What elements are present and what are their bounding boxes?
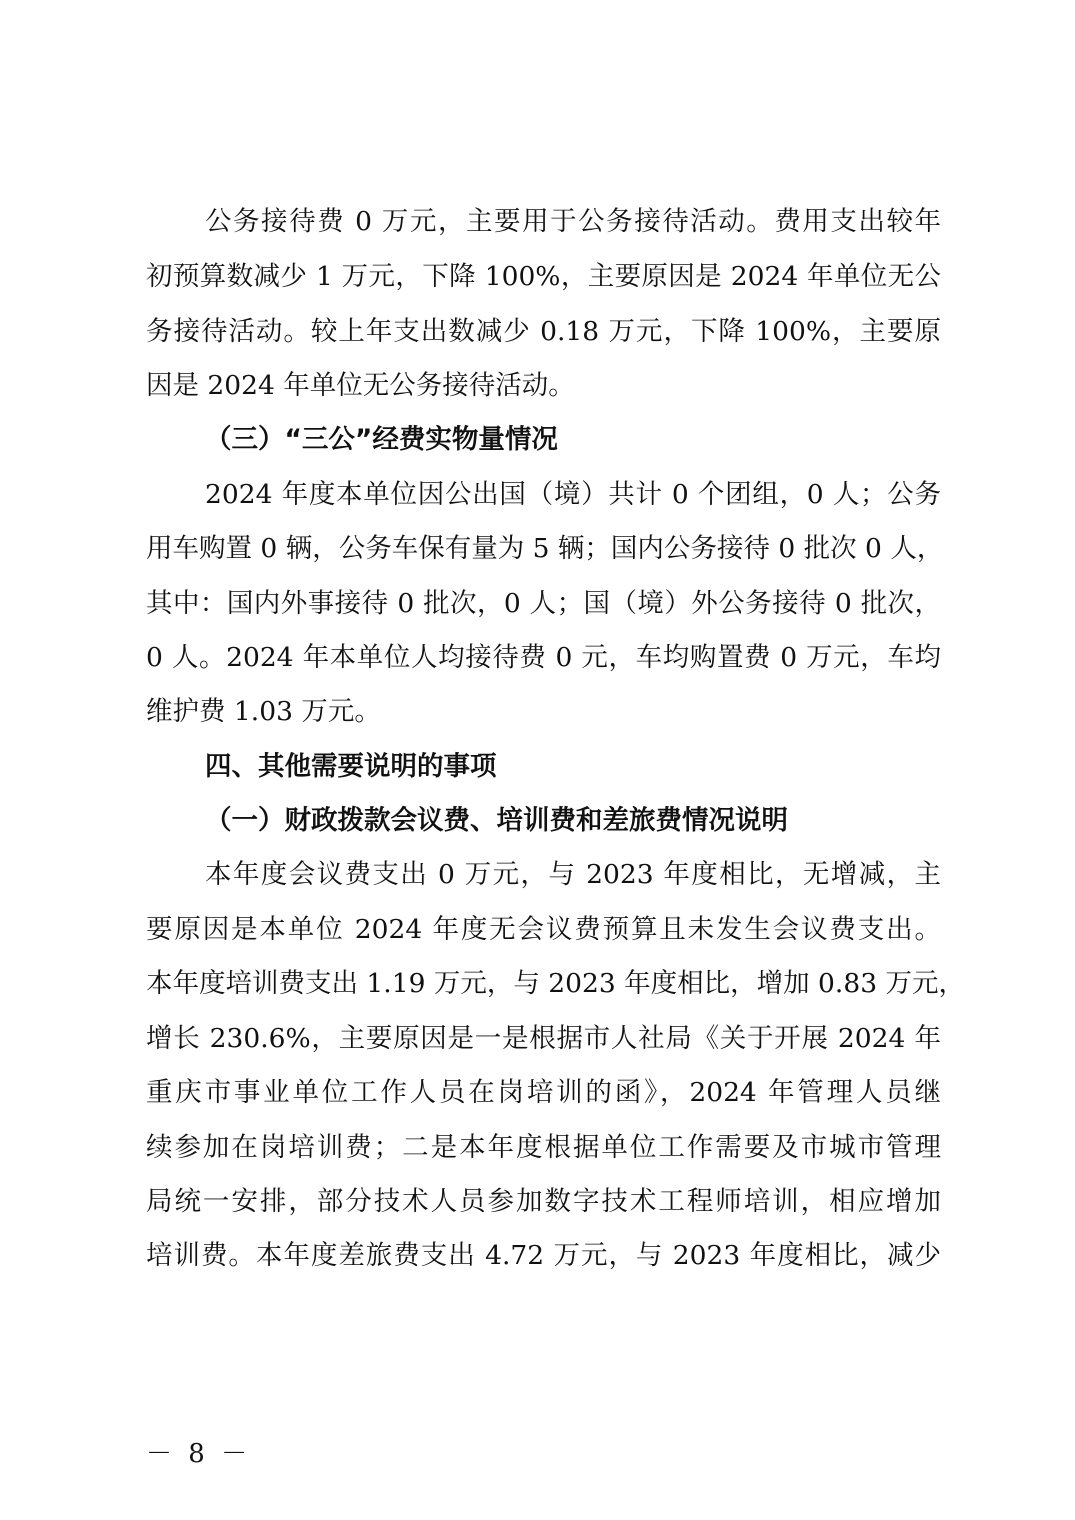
section-heading: 四、其他需要说明的事项 xyxy=(205,751,497,782)
paragraph-line: 局统一安排，部分技术人员参加数字技术工程师培训，相应增加 xyxy=(146,1186,941,1217)
page-number: － 8 － xyxy=(146,1439,252,1469)
subsection-heading: （一）财政拨款会议费、培训费和差旅费情况说明 xyxy=(205,805,788,836)
paragraph-line: 重庆市事业单位工作人员在岗培训的函》，2024 年管理人员继 xyxy=(146,1077,941,1108)
paragraph-line: 本年度培训费支出 1.19 万元，与 2023 年度相比，增加 0.83 万元， xyxy=(146,968,965,999)
paragraph-line: 培训费。本年度差旅费支出 4.72 万元，与 2023 年度相比，减少 xyxy=(146,1240,941,1271)
paragraph-line: 2024 年度本单位因公出国（境）共计 0 个团组，0 人；公务 xyxy=(205,479,941,510)
paragraph-line: 公务接待费 0 万元，主要用于公务接待活动。费用支出较年 xyxy=(205,206,941,237)
paragraph-line: 务接待活动。较上年支出数减少 0.18 万元，下降 100%，主要原 xyxy=(146,316,941,347)
paragraph-line: 因是 2024 年单位无公务接待活动。 xyxy=(146,370,575,401)
paragraph-line: 其中：国内外事接待 0 批次，0 人；国（境）外公务接待 0 批次， xyxy=(146,588,941,619)
paragraph-line: 本年度会议费支出 0 万元，与 2023 年度相比，无增减，主 xyxy=(205,859,941,890)
paragraph-line: 初预算数减少 1 万元，下降 100%，主要原因是 2024 年单位无公 xyxy=(146,261,941,292)
paragraph-line: 续参加在岗培训费；二是本年度根据单位工作需要及市城市管理 xyxy=(146,1132,941,1163)
paragraph-line: 用车购置 0 辆，公务车保有量为 5 辆；国内公务接待 0 批次 0 人， xyxy=(146,533,944,564)
paragraph-line: 维护费 1.03 万元。 xyxy=(146,696,381,727)
paragraph-line: 要原因是本单位 2024 年度无会议费预算且未发生会议费支出。 xyxy=(146,914,941,945)
paragraph-line: 0 人。2024 年本单位人均接待费 0 元，车均购置费 0 万元，车均 xyxy=(146,642,941,673)
paragraph-line: 增长 230.6%，主要原因是一是根据市人社局《关于开展 2024 年 xyxy=(146,1023,941,1054)
section-heading: （三）“三公”经费实物量情况 xyxy=(205,424,558,455)
